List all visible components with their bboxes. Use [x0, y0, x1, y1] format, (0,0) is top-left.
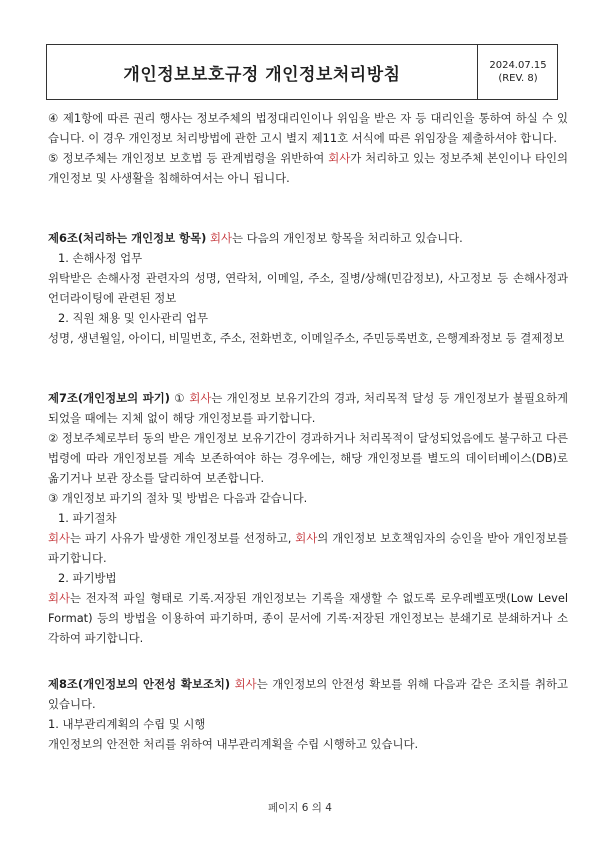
paragraph-text: ⑤ 정보주체는 개인정보 보호법 등 관계법령을 위반하여: [48, 151, 329, 165]
list-item: 1. 내부관리계획의 수립 및 시행: [48, 717, 206, 731]
article-6-heading: [48, 228, 568, 248]
document-body: [48, 108, 568, 754]
paragraph-text: 의 개인정보 보호책임자의 승인을 받아 개인정보를 파기합니다.: [48, 531, 568, 565]
paragraph-text: 는 전자적 파일 형태로 기록.저장된 개인정보는 기록을 재생할 수 없도록 로우레벨포맷(Low Level Format) 등의 방법을 이용하여 파기하며, 종이 문서에 기록·저장된 개인정보는 분쇄기로 분쇄하거나 소각하여 파기합니다.: [48, 591, 568, 645]
revision-block: [479, 45, 557, 99]
article-title: 제6조(처리하는 개인정보 항목): [48, 231, 207, 245]
list-item: 2. 파기방법: [58, 571, 117, 585]
list-item: 1. 파기절차: [58, 511, 117, 525]
page-footer: 페이지 6 의 4: [268, 802, 332, 814]
article-title: 제7조(개인정보의 파기): [48, 391, 170, 405]
paragraph-text: 는 다음의 개인정보 항목을 처리하고 있습니다.: [231, 231, 463, 245]
article-8-heading: [48, 674, 568, 714]
paragraph-text: ④ 제1항에 따른 권리 행사는 정보주체의 법정대리인이나 위임을 받은 자 등 대리인을 통하여 하실 수 있습니다. 이 경우 개인정보 처리방법에 관한 고시 별지 제11호 서식에 따른 위임장을 제출하셔야 합니다.: [48, 111, 568, 145]
revision-number: (REV. 8): [498, 73, 538, 84]
article-title: 제8조(개인정보의 안전성 확보조치): [48, 677, 231, 691]
paragraph: ③ 개인정보 파기의 절차 및 방법은 다음과 같습니다.: [48, 491, 308, 505]
paragraph: 개인정보의 안전한 처리를 위하여 내부관리계획을 수립 시행하고 있습니다.: [48, 737, 419, 751]
paragraph-text: 는 파기 사유가 발생한 개인정보를 선정하고,: [70, 531, 296, 545]
company-highlight: 회사: [295, 531, 318, 545]
revision-date: 2024.07.15: [489, 60, 547, 71]
paragraph: ② 정보주체로부터 동의 받은 개인정보 보유기간이 경과하거나 처리목적이 달성되었음에도 불구하고 다른 법령에 따라 개인정보를 계속 보존하여야 하는 경우에는, 해당 개인정보를 별도의 데이터베이스(DB)로 옮기거나 보관 장소를 달리하여 보존합니다.: [48, 431, 568, 485]
paragraph: 성명, 생년월일, 아이디, 비밀번호, 주소, 전화번호, 이메일주소, 주민등록번호, 은행계좌정보 등 결제정보: [48, 331, 565, 345]
article-7-heading: [48, 388, 568, 428]
company-highlight: 회사: [48, 531, 71, 545]
paragraph-text: ①: [174, 391, 190, 405]
paragraph: [48, 588, 568, 648]
spacer: [48, 648, 568, 674]
list-item: 1. 손해사정 업무: [58, 251, 143, 265]
paragraph-5: [48, 148, 568, 188]
paragraph-4: [48, 108, 568, 148]
spacer: [48, 348, 568, 388]
paragraph-text: 가 처리하고 있는 정보주체 본인이나 타인의 개인정보 및 사생활을 침해하여서는 아니 됩니다.: [48, 151, 568, 185]
company-highlight: 회사: [234, 677, 257, 691]
document-header: [46, 44, 558, 100]
paragraph-text: 는 개인정보의 안전성 확보를 위해 다음과 같은 조치를 취하고 있습니다.: [48, 677, 568, 711]
document-title: 개인정보보호규정 개인정보처리방침: [123, 64, 401, 85]
paragraph: [48, 528, 568, 568]
company-highlight: 회사: [209, 231, 232, 245]
paragraph-text: 는 개인정보 보유기간의 경과, 처리목적 달성 등 개인정보가 불필요하게 되었을 때에는 지체 없이 해당 개인정보를 파기합니다.: [48, 391, 569, 425]
header-divider: [477, 45, 478, 99]
paragraph: 위탁받은 손해사정 관련자의 성명, 연락처, 이메일, 주소, 질병/상해(민감정보), 사고정보 등 손해사정과 언더라이팅에 관련된 정보: [48, 271, 568, 305]
company-highlight: 회사: [189, 391, 212, 405]
company-highlight: 회사: [328, 151, 351, 165]
company-highlight: 회사: [48, 591, 71, 605]
spacer: [48, 188, 568, 228]
list-item: 2. 직원 채용 및 인사관리 업무: [58, 311, 209, 325]
